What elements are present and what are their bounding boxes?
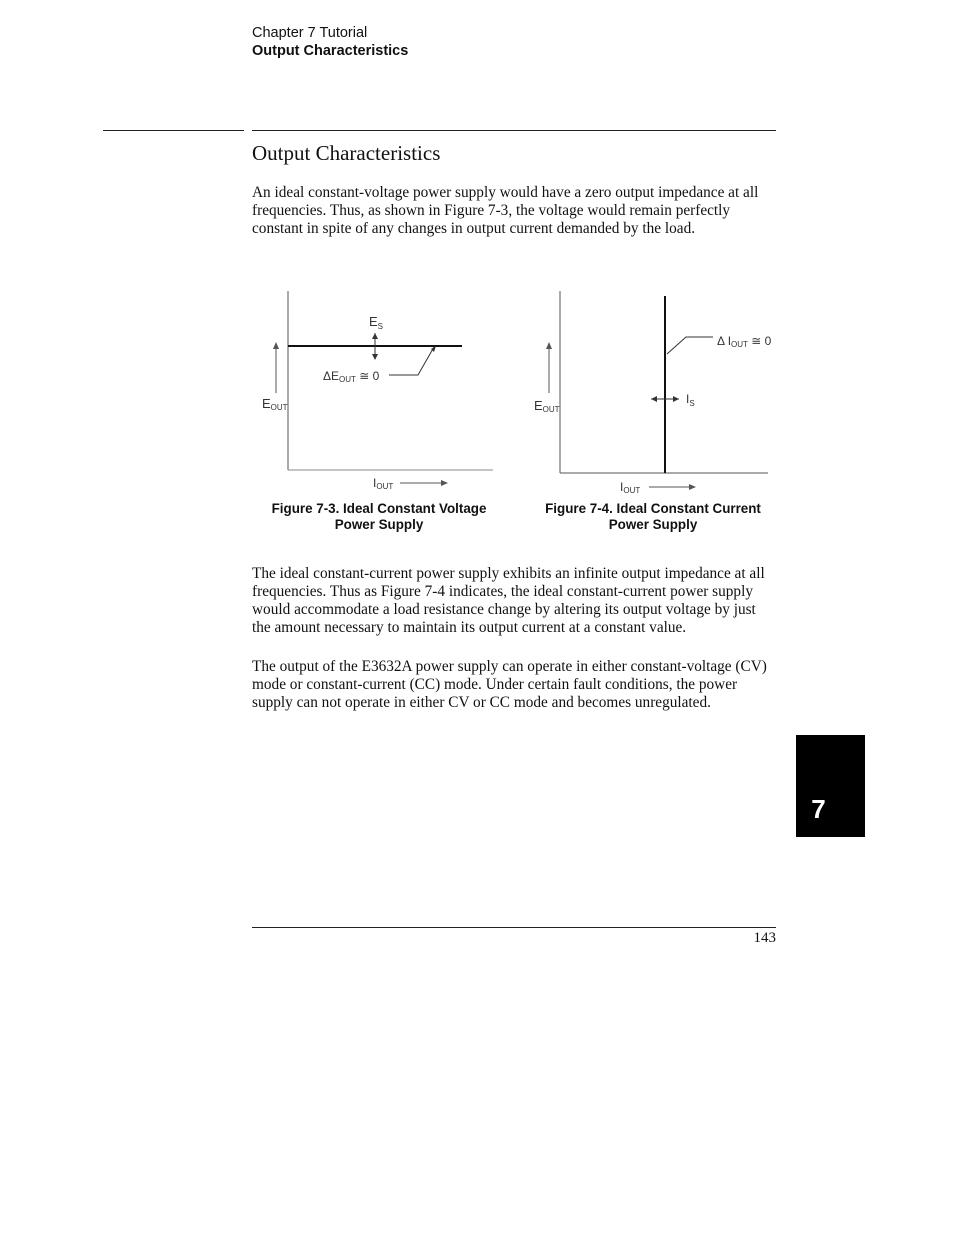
fig4-delta-leader <box>667 337 713 354</box>
fig3-delta-leader <box>389 347 434 375</box>
chapter-tab <box>796 735 865 837</box>
fig4-delta-label: Δ IOUT ≅ 0 <box>717 334 772 349</box>
fig3-es-label: $E_S$ <box>369 314 384 331</box>
chapter-tab-number: 7 <box>811 794 826 824</box>
fig4-x-arrow-head <box>689 484 696 490</box>
paragraph-constant-current: The ideal constant-current power supply exhibits an infinite output impedance at all frequencies. Thus as Figure 7-4 indicates, the ideal constant-current power supply would accommodate a load resistance change by altering its output voltage by just the amount necessary to maintain its output current at a constant value. <box>252 565 765 636</box>
fig3-delta-label: ΔEOUT ≅ 0 <box>323 369 380 384</box>
figure-7-4-caption <box>528 501 778 532</box>
fig4-y-label: EOUT <box>534 398 560 414</box>
running-header-chapter: Chapter 7 Tutorial <box>252 25 368 41</box>
figure-7-4-caption-line1: Figure 7-4. Ideal Constant Current <box>545 501 761 516</box>
header-rule-left <box>103 130 244 131</box>
page-number: 143 <box>753 930 776 946</box>
fig3-x-label: IOUT <box>373 476 394 491</box>
paragraph-operating-modes: The output of the E3632A power supply can operate in either constant-voltage (CV) mode or constant-current (CC) mode. Under certain fault conditions, the power supply can not operate in either CV or CC mode and becomes unregulated. <box>252 658 767 711</box>
fig3-es-arrow-down-head <box>372 354 378 360</box>
fig3-y-arrow-head <box>273 342 279 349</box>
header-rule <box>252 130 776 131</box>
figure-7-4-caption-line2: Power Supply <box>608 516 698 532</box>
figure-7-3-caption <box>254 501 504 532</box>
fig4-x-label: IOUT <box>620 480 641 495</box>
figure-7-3-caption-line1: Figure 7-3. Ideal Constant Voltage <box>271 501 487 516</box>
paragraph-constant-voltage: An ideal constant-voltage power supply would have a zero output impedance at all frequencies. Thus, as shown in Figure 7-3, the voltage would remain perfectly constant in spite of any changes in output current demanded by the load. <box>252 184 759 237</box>
fig3-x-arrow-head <box>441 480 448 486</box>
fig4-is-arrow-right-head <box>673 396 679 402</box>
figure-7-3-diagram <box>255 285 500 495</box>
footer-rule <box>252 927 776 928</box>
fig4-y-arrow-head <box>546 342 552 349</box>
running-header-section: Output Characteristics <box>252 43 409 59</box>
fig3-es-arrow-up-head <box>372 333 378 339</box>
fig4-is-label: $I_S$ <box>686 392 695 408</box>
fig3-y-label: EOUT <box>262 396 288 412</box>
section-title: Output Characteristics <box>252 141 441 165</box>
figure-7-4-diagram <box>528 285 778 500</box>
fig4-is-arrow-left-head <box>651 396 657 402</box>
figure-7-3-caption-line2: Power Supply <box>334 516 424 532</box>
